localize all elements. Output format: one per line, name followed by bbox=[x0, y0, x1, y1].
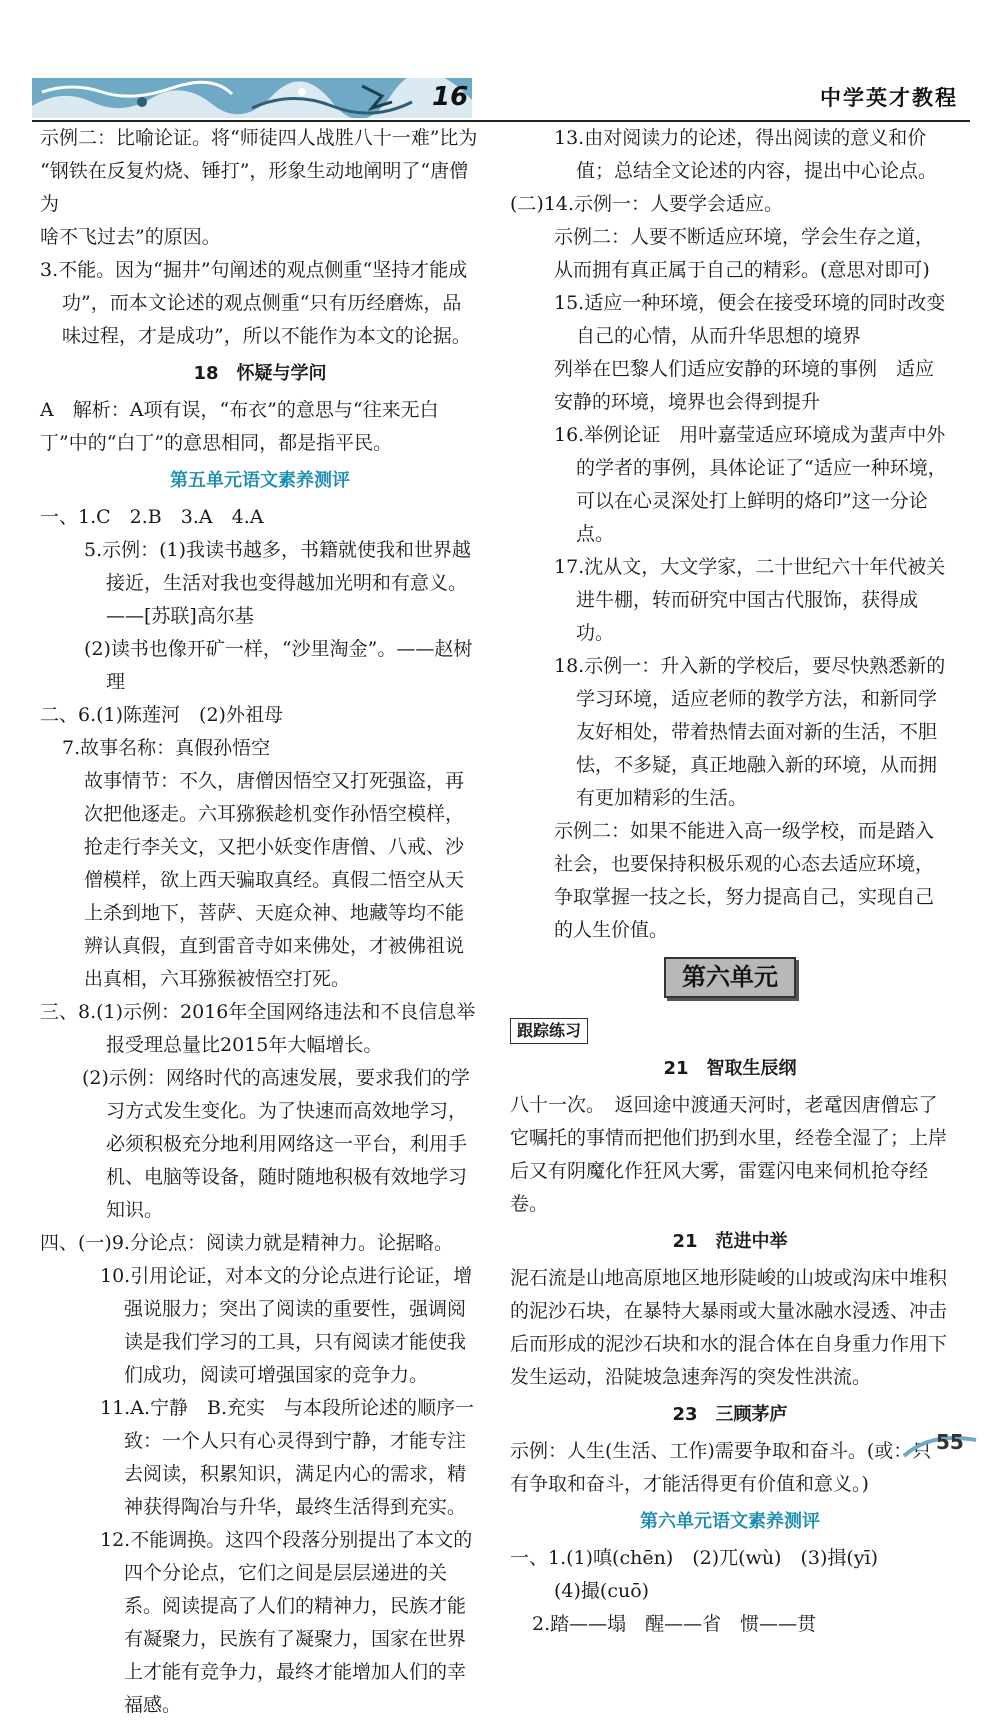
header-logo-number: 16 bbox=[432, 82, 469, 112]
lesson23-text: 示例：人生(生活、工作)需要争取和奋斗。(或：只有争取和奋斗，才能活得更有价值和意义。) bbox=[510, 1440, 932, 1495]
page-number: 55 bbox=[936, 1430, 964, 1454]
unit6-q2: 2.踏——塌 醒——省 惯——贯 bbox=[532, 1613, 817, 1635]
unit5-test-title: 第五单元语文素养测评 bbox=[170, 470, 350, 491]
right-column bbox=[510, 122, 950, 1641]
section2-q6: 二、6.(1)陈莲河 (2)外祖母 bbox=[40, 704, 283, 726]
lesson23-title: 23 三顾茅庐 bbox=[672, 1404, 788, 1425]
lesson21b-text: 泥石流是山地高原地区地形陡峻的山坡或沟床中堆积的泥沙石块，在暴特大暴雨或大量冰融水浸透、冲击后而形成的泥沙石块和水的混合体在自身重力作用下发生运动，沿陡坡急速奔泻的突发性洪流。 bbox=[510, 1267, 948, 1388]
answer-q3: 3.不能。因为“掘井”句阐述的观点侧重“坚持才能成功”，而本文论述的观点侧重“只有历经磨炼，品味过程，才是成功”，所以不能作为本文的论据。 bbox=[40, 259, 471, 347]
answer-q18-part1: 18.示例一：升入新的学校后，要尽快熟悉新的学习环境，适应老师的教学方法，和新同学友好相处，带着热情去面对新的生活，不胆怯，不多疑，真正地融入新的环境，从而拥有更加精彩的生活。 bbox=[554, 655, 946, 809]
answer-q14-part2: 示例二：人要不断适应环境，学会生存之道，从而拥有真正属于自己的精彩。(意思对即可) bbox=[554, 226, 935, 281]
section3-q8-part1: 三、8.(1)示例：2016年全国网络违法和不良信息举报受理总量比2015年大幅增长。 bbox=[40, 1001, 476, 1056]
unit6-q1-part2: (4)撮(cuō) bbox=[554, 1580, 650, 1602]
answer-q15-part1: 15.适应一种环境，便会在接受环境的同时改变自己的心情，从而升华思想的境界 bbox=[554, 292, 946, 347]
section4-q12: 12.不能调换。这四个段落分别提出了本文的四个分论点，它们之间是层层递进的关系。阅读提高了人们的精神力，民族才能有凝聚力，民族有了凝聚力，国家在世界上才能有竞争力，最终才能增加人们的幸福感。 bbox=[100, 1529, 473, 1716]
lesson18-title: 18 怀疑与学问 bbox=[193, 363, 327, 384]
answer-q13: 13.由对阅读力的论述，得出阅读的意义和价值；总结全文论述的内容，提出中心论点。 bbox=[554, 127, 938, 182]
q2-example2-line1: 示例二：比喻论证。将“师徒四人战胜八十一难”比为 bbox=[40, 127, 478, 149]
answer-q14-part1: (二)14.示例一：人要学会适应。 bbox=[510, 193, 784, 215]
section1-q5-part2: (2)读书也像开矿一样，“沙里淘金”。——赵树理 bbox=[84, 638, 473, 693]
answer-q15-part2: 列举在巴黎人们适应安静的环境的事例 适应安静的环境，境界也会得到提升 bbox=[554, 358, 935, 413]
unit6-banner: 第六单元 bbox=[664, 957, 796, 998]
unit6-banner-wrap bbox=[510, 957, 950, 998]
header-banner-graphic bbox=[32, 78, 472, 118]
lesson21a-text: 八十一次。 返回途中渡通天河时，老鼋因唐僧忘了它嘱托的事情而把他们扔到水里，经卷全湿了；上岸后又有阴魔化作狂风大雾，雷霆闪电来伺机抢夺经卷。 bbox=[510, 1094, 948, 1215]
answer-q18-part2: 示例二：如果不能进入高一级学校，而是踏入社会，也要保持积极乐观的心态去适应环境，争取掌握一技之长，努力提高自己，实现自己的人生价值。 bbox=[554, 820, 935, 941]
unit6-test-title: 第六单元语文素养测评 bbox=[640, 1511, 820, 1532]
left-column bbox=[40, 122, 480, 1722]
answer-q17: 17.沈从文，大文学家，二十世纪六十年代被关进牛棚，转而研究中国古代服饰，获得成功。 bbox=[554, 556, 946, 644]
section1-q5-part1: 5.示例：(1)我读书越多，书籍就使我和世界越接近，生活对我也变得越加光明和有意义。——[苏联]高尔基 bbox=[84, 539, 472, 627]
lesson21b-title: 21 范进中举 bbox=[672, 1231, 788, 1252]
section4-q10: 10.引用论证，对本文的分论点进行论证，增强说服力；突出了阅读的重要性，强调阅读是我们学习的工具，只有阅读才能使我们成功，阅读可增强国家的竞争力。 bbox=[100, 1265, 473, 1386]
q2-example2-line2: “钢铁在反复灼烧、锤打”，形象生动地阐明了“唐僧为 bbox=[40, 160, 469, 215]
answer-q16: 16.举例论证 用叶嘉莹适应环境成为蜚声中外的学者的事例，具体论证了“适应一种环境，可以在心灵深处打上鲜明的烙印”这一分论点。 bbox=[554, 424, 947, 545]
section1-choice-answers: 一、1.C 2.B 3.A 4.A bbox=[40, 506, 264, 528]
unit6-q1-part1: 一、1.(1)嗔(chēn) (2)兀(wù) (3)揖(yī) bbox=[510, 1547, 879, 1569]
header-title: 中学英才教程 bbox=[820, 86, 958, 110]
section4-q11: 11.A.宁静 B.充实 与本段所论述的顺序一致：一个人只有心灵得到宁静，才能专注去阅读，积累知识，满足内心的需求，精神获得陶冶与升华，最终生活得到充实。 bbox=[100, 1397, 474, 1518]
page-header bbox=[32, 78, 970, 122]
section2-q7-name: 7.故事名称：真假孙悟空 bbox=[62, 737, 271, 759]
q2-example2-line3: 啥不飞过去”的原因。 bbox=[40, 226, 221, 248]
section2-q7-plot: 故事情节：不久，唐僧因悟空又打死强盗，再次把他逐走。六耳猕猴趁机变作孙悟空模样，抢走行李关文，又把小妖变作唐僧、八戒、沙僧模样，欲上西天骗取真经。真假二悟空从天上杀到地下，菩萨、天庭众神、地藏等均不能辨认真假，直到雷音寺如来佛处，才被佛祖说出真相，六耳猕猴被悟空打死。 bbox=[84, 770, 465, 990]
lesson18-answer: A 解析：A项有误，“布衣”的意思与“往来无白丁”中的“白丁”的意思相同，都是指平民。 bbox=[40, 399, 439, 454]
tracking-practice-label: 跟踪练习 bbox=[510, 1018, 588, 1044]
section4-q9: 四、(一)9.分论点：阅读力就是精神力。论据略。 bbox=[40, 1232, 453, 1254]
lesson21a-title: 21 智取生辰纲 bbox=[663, 1058, 797, 1079]
section3-q8-part2: (2)示例：网络时代的高速发展，要求我们的学习方式发生变化。为了快速而高效地学习，必须积极充分地利用网络这一平台，利用手机、电脑等设备，随时随地积极有效地学习知识。 bbox=[82, 1067, 470, 1221]
